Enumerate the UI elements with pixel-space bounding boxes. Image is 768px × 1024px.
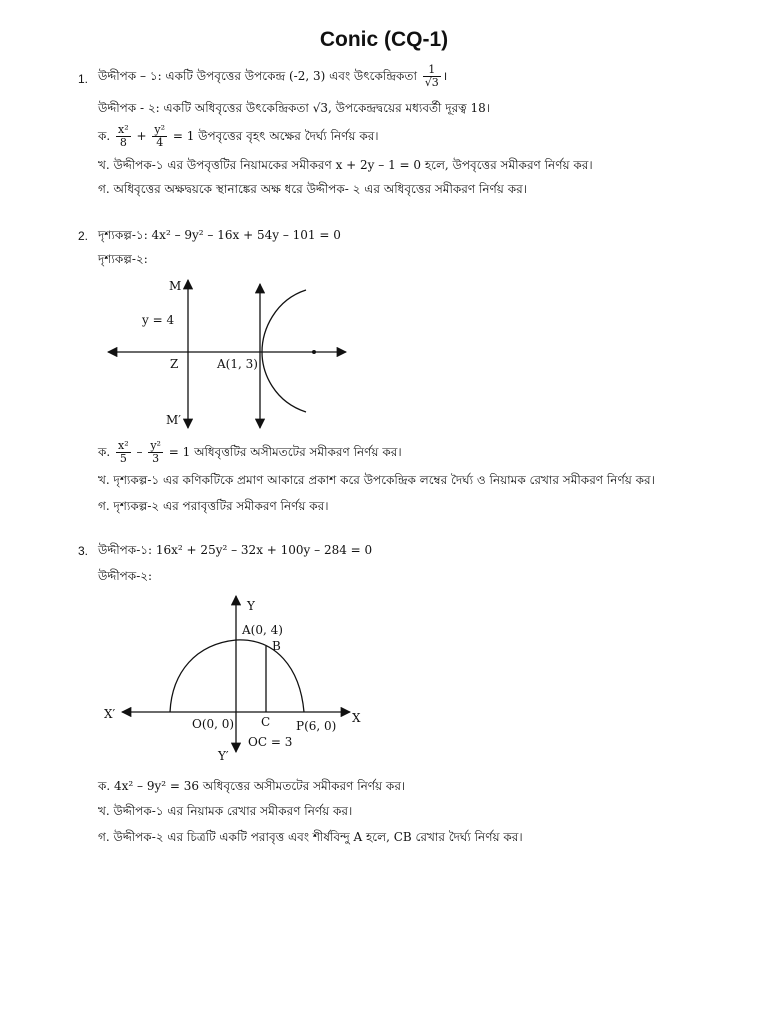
q3-label-A: A(0, 4)	[242, 623, 283, 637]
q2-label-A: A(1, 3)	[217, 357, 258, 371]
page-title: Conic (CQ-1)	[319, 28, 449, 51]
frac-numerator: y²	[154, 123, 166, 136]
q3-label-P: P(6, 0)	[296, 719, 337, 733]
q3-stimulus-2-label: উদ্দীপক-২:	[98, 569, 153, 583]
frac-denominator: 8	[119, 136, 127, 149]
frac-numerator: 1	[423, 64, 441, 77]
frac-numerator: y²	[150, 439, 161, 452]
q3-label-C: C	[261, 715, 271, 729]
q3-label-OC: OC = 3	[248, 735, 293, 749]
q3-part-c: গ. উদ্দীপক-২ এর চিত্রটি একটি পরাবৃত্ত এবং শীর্ষবিন্দু A হলে, CB রেখার দৈর্ঘ্য নির্ণয় কর।	[98, 830, 523, 844]
operator: –	[136, 445, 143, 459]
q3-label-O: O(0, 0)	[192, 717, 235, 731]
operator: +	[136, 129, 147, 143]
q3-label-X-prime: X′	[104, 707, 116, 721]
frac-denominator: √3	[424, 76, 439, 89]
q3-stimulus-1: উদ্দীপক-১: 16x² + 25y² – 32x + 100y – 284 = 0	[98, 543, 373, 557]
q3-label-B: B	[272, 639, 281, 653]
q3-part-b: খ. উদ্দীপক-১ এর নিয়ামক রেখার সমীকরণ নির্ণয় কর।	[98, 804, 353, 818]
q3-label-X: X	[352, 711, 361, 725]
part-label: ক.	[98, 129, 111, 143]
q3-label-Y-prime: Y′	[218, 749, 229, 763]
part-label: ক.	[98, 445, 111, 459]
q2-scenario-1: দৃশ্যকল্প-১: 4x² – 9y² – 16x + 54y – 101 = 0	[98, 228, 341, 242]
frac-denominator: 3	[152, 452, 160, 465]
frac-denominator: 5	[119, 452, 127, 465]
q1-stimulus-2: উদ্দীপক - ২: একটি অধিবৃত্তের উৎকেন্দ্রিকতা √3, উপকেন্দ্রদ্বয়ের মধ্যবর্তী দূরত্ব 18।	[98, 101, 491, 115]
q3-part-a: ক. 4x² – 9y² = 36 অধিবৃত্তের অসীমতটের সমীকরণ নির্ণয় কর।	[98, 779, 406, 793]
frac-numerator: x²	[118, 439, 129, 452]
q1-part-c: গ. অধিবৃত্তের অক্ষদ্বয়কে স্থানাঙ্কের অক্ষ ধরে উদ্দীপক- ২ এর অধিবৃত্তের সমীকরণ নির্ণয় কর।	[98, 182, 527, 196]
q1-number: 1.	[78, 72, 89, 86]
q2-label-M: M	[169, 279, 182, 293]
part-text: = 1 অধিবৃত্তটির অসীমতটের সমীকরণ নির্ণয় কর।	[168, 445, 402, 459]
q2-label-y4: y = 4	[142, 313, 175, 327]
q1-line1-end: ।	[442, 69, 448, 83]
frac-denominator: 4	[156, 136, 164, 149]
q2-number: 2.	[78, 229, 89, 243]
q3-number: 3.	[78, 544, 89, 558]
q3-label-Y: Y	[247, 599, 255, 613]
q1-part-b: খ. উদ্দীপক-১ এর উপবৃত্তটির নিয়ামকের সমীকরণ x + 2y – 1 = 0 হলে, উপবৃত্তের সমীকরণ নির্ণয় কর।	[98, 158, 593, 172]
q2-label-M-prime: M′	[166, 413, 182, 427]
frac-numerator: x²	[118, 123, 129, 136]
q2-label-Z: Z	[170, 357, 179, 371]
q3-parabola-curve	[170, 640, 304, 712]
part-text: = 1 উপবৃত্তের বৃহৎ অক্ষের দৈর্ঘ্য নির্ণয় কর।	[172, 129, 379, 143]
q2-part-c: গ. দৃশ্যকল্প-২ এর পরাবৃত্তটির সমীকরণ নির্ণয় কর।	[98, 499, 329, 513]
q2-part-b: খ. দৃশ্যকল্প-১ এর কণিকটিকে প্রমাণ আকারে প্রকাশ করে উপকেন্দ্রিক লম্বের দৈর্ঘ্য ও নিয়ামক রেখার সমীকরণ নির্ণয় কর।	[98, 473, 655, 487]
q1-stimulus-1: উদ্দীপক – ১: একটি উপবৃত্তের উপকেন্দ্র (-2, 3) এবং উৎকেন্দ্রিকতা	[98, 69, 417, 83]
q2-scenario-2-label: দৃশ্যকল্প-২:	[98, 252, 148, 266]
